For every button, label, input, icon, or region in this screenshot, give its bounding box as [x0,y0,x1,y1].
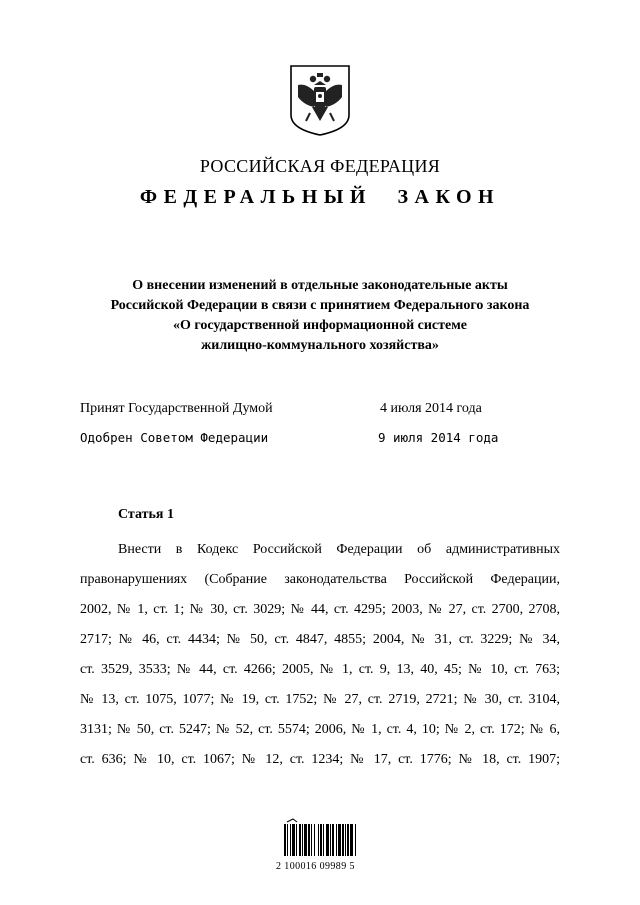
body-line: 2717; № 46, ст. 4434; № 50, ст. 4847, 4855; 2004, № 31, ст. 3229; № 34, [80,632,560,647]
law-title [0,276,640,356]
body-line: ст. 636; № 10, ст. 1067; № 12, ст. 1234; № 17, ст. 1776; № 18, ст. 1907; [80,752,560,767]
law-title-line: О внесении изменений в отдельные законодательные акты [132,278,508,293]
body-line: 3131; № 50, ст. 5247; № 52, ст. 5574; 2006, № 1, ст. 4, 10; № 2, ст. 172; № 6, [80,722,560,737]
barcode-number: 2 100016 09989 5 [276,861,355,872]
law-title-line: «О государственной информационной системе [173,318,467,333]
body-line: № 13, ст. 1075, 1077; № 19, ст. 1752; № 27, ст. 2719, 2721; № 30, ст. 3104, [80,692,560,707]
body-line: правонарушениях (Собрание законодательства Российской Федерации, [80,572,560,587]
council-approval-row [80,430,560,450]
duma-adoption-row [80,401,560,421]
duma-adoption-date: 4 июля 2014 года [380,401,482,416]
barcode [283,818,367,856]
council-approval-label: Одобрен Советом Федерации [80,430,269,445]
article-body [80,540,560,780]
body-line: 2002, № 1, ст. 1; № 30, ст. 3029; № 44, ст. 4295; 2003, № 27, ст. 2700, 2708, [80,602,560,617]
country-name: РОССИЙСКАЯ ФЕДЕРАЦИЯ [199,156,441,176]
document-type: ФЕДЕРАЛЬНЫЙ ЗАКОН [139,186,501,208]
duma-adoption-label: Принят Государственной Думой [80,401,273,416]
council-approval-date: 9 июля 2014 года [378,430,499,445]
law-title-line: жилищно-коммунального хозяйства» [201,338,439,353]
body-line: Внести в Кодекс Российской Федерации об административных [118,542,560,557]
law-title-line: Российской Федерации в связи с принятием Федерального закона [110,298,530,313]
body-line: ст. 3529, 3533; № 44, ст. 4266; 2005, № 1, ст. 9, 13, 40, 45; № 10, ст. 763; [80,662,560,677]
coat-of-arms-emblem [288,63,352,137]
article-heading: Статья 1 [118,507,174,522]
